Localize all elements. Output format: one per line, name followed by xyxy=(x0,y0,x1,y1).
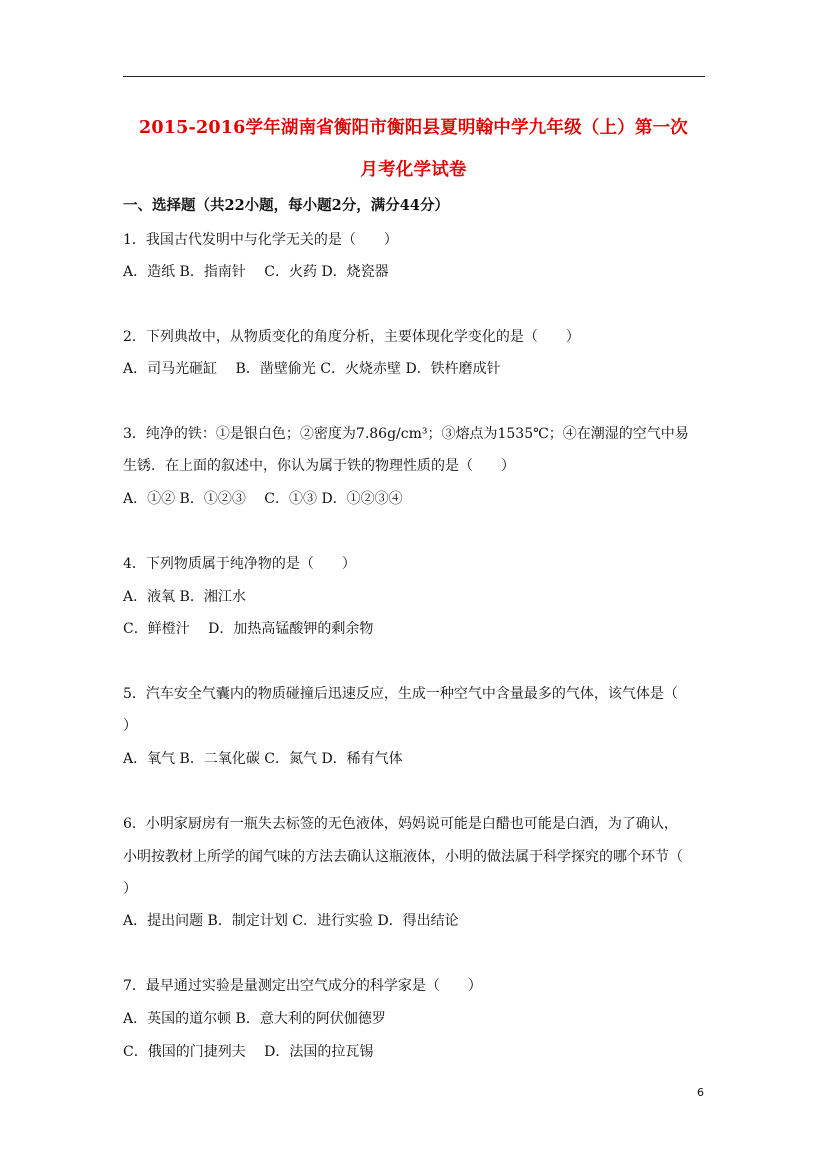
question-5-options: A．氧气 B．二氧化碳 C．氮气 D．稀有气体 xyxy=(123,751,403,767)
question-3-stem-line-2: 生锈．在上面的叙述中，你认为属于铁的物理性质的是（ ） xyxy=(123,458,515,474)
question-4-stem: 4．下列物质属于纯净物的是（ ） xyxy=(123,556,356,572)
question-6-options: A．提出问题 B．制定计划 C．进行实验 D．得出结论 xyxy=(123,913,459,929)
header-rule xyxy=(123,76,705,77)
question-1-stem: 1．我国古代发明中与化学无关的是（ ） xyxy=(123,232,398,248)
question-3-options: A．①② B．①②③ C．①③ D．①②③④ xyxy=(123,491,403,507)
question-5-stem-line-1: 5．汽车安全气囊内的物质碰撞后迅速反应，生成一种空气中含量最多的气体，该气体是（ xyxy=(123,686,678,702)
question-6-stem-line-3: ） xyxy=(123,881,137,897)
question-1-options: A．造纸 B．指南针 C．火药 D．烧瓷器 xyxy=(123,264,389,280)
question-2-stem: 2．下列典故中，从物质变化的角度分析，主要体现化学变化的是（ ） xyxy=(123,329,580,345)
exam-title-line-1: 2015-2016学年湖南省衡阳市衡阳县夏明翰中学九年级（上）第一次 xyxy=(139,118,688,138)
question-7-options-line-2: C．俄国的门捷列夫 D．法国的拉瓦锡 xyxy=(123,1044,374,1060)
exam-title-line-2: 月考化学试卷 xyxy=(360,160,467,180)
question-4-options-line-2: C．鲜橙汁 D．加热高锰酸钾的剩余物 xyxy=(123,621,374,637)
section-heading: 一、选择题（共22小题，每小题2分，满分44分） xyxy=(123,197,449,214)
question-4-options-line-1: A．液氧 B．湘江水 xyxy=(123,589,246,605)
question-6-stem-line-2: 小明按教材上所学的闻气味的方法去确认这瓶液体，小明的做法属于科学探究的哪个环节（ xyxy=(123,849,683,865)
question-7-stem: 7．最早通过实验是量测定出空气成分的科学家是（ ） xyxy=(123,978,482,994)
question-6-stem-line-1: 6．小明家厨房有一瓶失去标签的无色液体，妈妈说可能是白醋也可能是白酒，为了确认， xyxy=(123,816,678,832)
page-number: 6 xyxy=(697,1086,704,1099)
question-3-stem-line-1: 3．纯净的铁：①是银白色；②密度为7.86g/cm³；③熔点为1535℃；④在潮湿的空气中易 xyxy=(123,426,689,442)
question-7-options-line-1: A．英国的道尔顿 B．意大利的阿伏伽德罗 xyxy=(123,1011,386,1027)
question-5-stem-line-2: ） xyxy=(123,718,137,734)
question-2-options: A．司马光砸缸 B．凿壁偷光 C．火烧赤壁 D．铁杵磨成针 xyxy=(123,361,501,377)
